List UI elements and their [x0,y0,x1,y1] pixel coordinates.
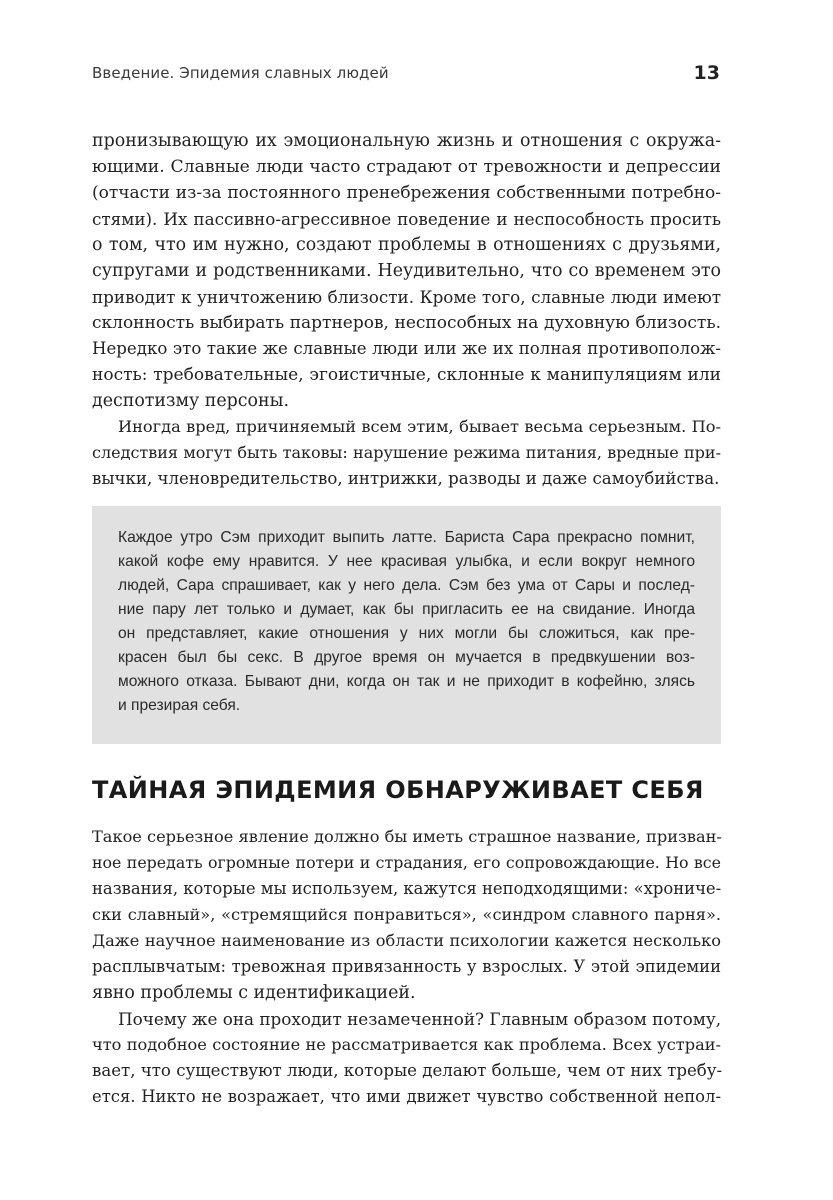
text-line: что подобное состояние не рассматривается как проблема. Всех устраи- [92,1035,721,1054]
sidebar-line: какой кофе ему нравится. У нее красивая улыбка, и если вокруг немного [118,553,695,570]
text-line: ющими. Славные люди часто страдают от тревожности и депрессии [92,157,721,177]
text-line: Иногда вред, причиняемый всем этим, бывает весьма серьезным. По- [118,417,721,436]
running-head: Введение. Эпидемия славных людей [92,64,389,82]
text-line: ски славный», «стремящийся понравиться», «синдром славного парня». [92,905,721,924]
sidebar-line: красен был бы секс. В другое время он мучается в предвкушении воз- [118,649,695,666]
text-line: (отчасти из-за постоянного пренебрежения собственными потребно- [92,183,721,203]
text-line: деспотизму персоны. [92,391,289,411]
text-line: ность: требовательные, эгоистичные, склонные к манипуляциям или [92,365,721,385]
text-line: склонность выбирать партнеров, неспособных на духовную близость. [92,313,721,333]
section-heading: ТАЙНАЯ ЭПИДЕМИЯ ОБНАРУЖИВАЕТ СЕБЯ [92,776,704,804]
sidebar-line: людей, Сара спрашивает, как у него дела. Сэм без ума от Сары и послед- [118,577,695,594]
text-line: Такое серьезное явление должно бы иметь страшное название, призван- [92,827,722,846]
text-line: Почему же она проходит незамеченной? Главным образом потому, [118,1009,722,1029]
sidebar-line: он представляет, какие отношения у них могли бы сложиться, как пре- [118,625,695,642]
text-line: явно проблемы с идентификацией. [92,983,416,1003]
page-number: 13 [693,62,720,84]
text-line: ное передать огромные потери и страдания, его сопровождающие. Но все [92,853,721,872]
example-sidebar-box [92,506,721,744]
text-line: вычки, членовредительство, интрижки, разводы и даже самоубийства. [92,469,720,488]
text-line: о том, что им нужно, создают проблемы в отношениях с друзьями, [92,235,721,255]
text-line: Даже научное наименование из области психологии кажется несколько [92,931,721,950]
text-line: стями). Их пассивно-агрессивное поведение и неспособность просить [92,209,721,229]
text-line: названия, которые мы используем, кажутся неподходящими: «хрониче- [92,879,722,898]
text-line: приводит к уничтожению близости. Кроме того, славные люди имеют [92,287,721,307]
sidebar-line: Каждое утро Сэм приходит выпить латте. Бариста Сара прекрасно помнит, [118,529,695,546]
text-line: следствия могут быть таковы: нарушение режима питания, вредные при- [92,443,721,462]
text-line: пронизывающую их эмоциональную жизнь и отношения с окружа- [92,131,721,151]
text-line: вает, что существуют люди, которые делают больше, чем от них требу- [92,1061,723,1080]
text-line: ется. Никто не возражает, что ими движет чувство собственной непол- [92,1087,721,1106]
text-line: Нередко это такие же славные люди или же их полная противополож- [92,339,721,358]
sidebar-line: ние пару лет только и думает, как бы пригласить ее на свидание. Иногда [118,601,695,618]
sidebar-line: и презирая себя. [118,697,241,714]
sidebar-line: можного отказа. Бывают дни, когда он так и не приходит в кофейню, злясь [118,673,695,690]
text-line: супругами и родственниками. Неудивительно, что со временем это [92,261,721,281]
text-line: расплывчатым: тревожная привязанность у взрослых. У этой эпидемии [92,957,721,976]
